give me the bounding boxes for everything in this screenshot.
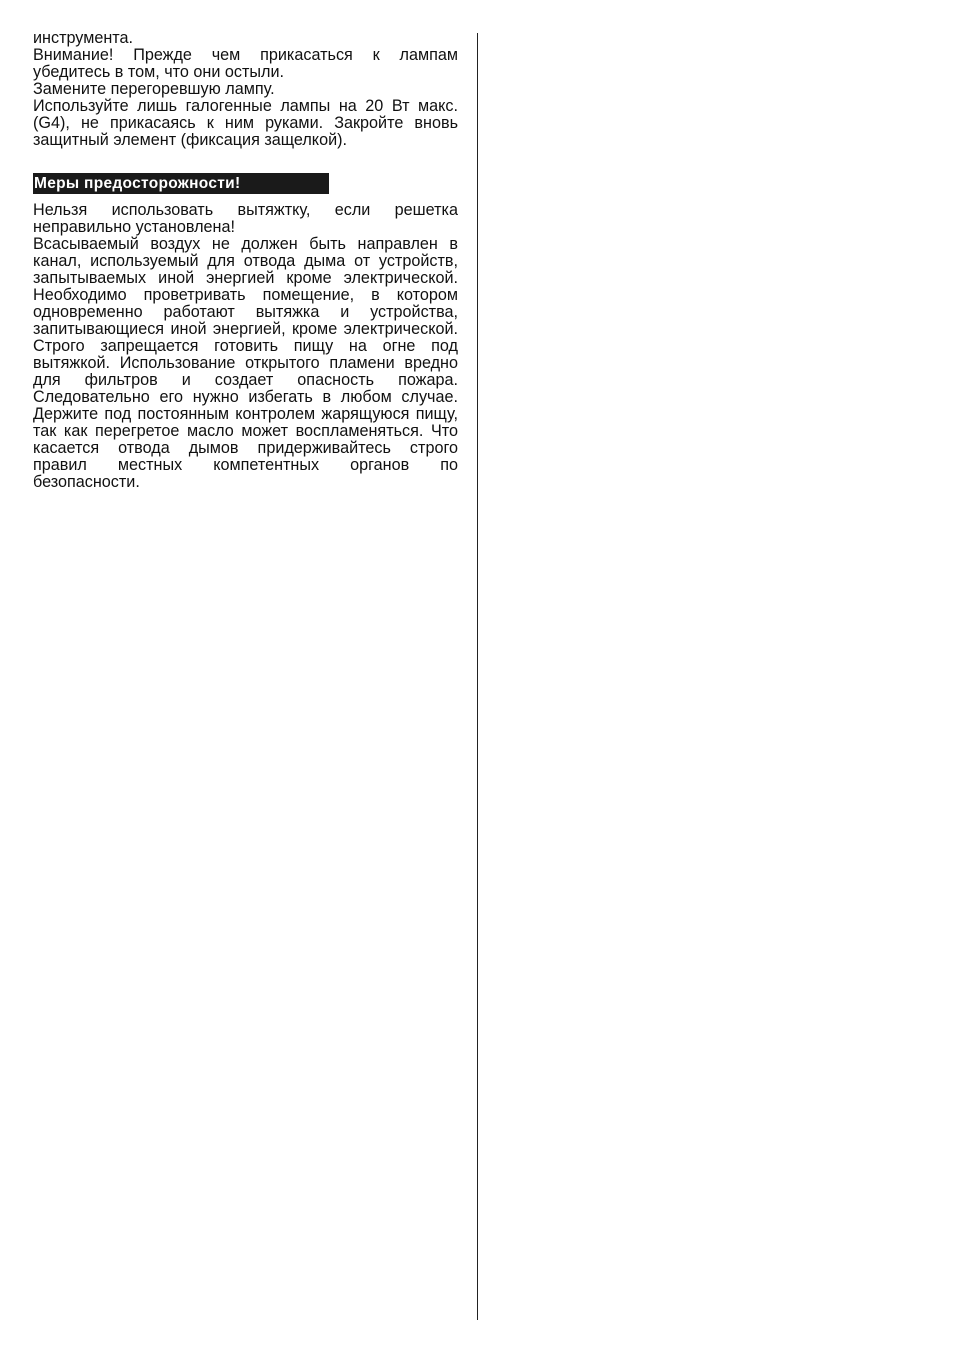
intro-paragraph-1: инструмента.: [33, 29, 134, 47]
intro-paragraph-warning: Внимание! Прежде чем прикасаться к лампам убедитесь в том, что они остыли.: [33, 46, 458, 81]
precautions-heading: Меры предосторожности!: [33, 173, 329, 194]
precautions-paragraph-2: Всасываемый воздух не должен быть направлен в канал, используемый для отвода дыма от устройств, запытываемых иной энергией кроме электрической. Необходимо проветривать помещение, в котором одновременно работают вытяжка и устройства, запитывающиеся иной энергией, кроме электрической. Строго запрещается готовить пищу на огне под вытяжкой. Использование открытого пламени вредно для фильтров и создает опасность пожара. Следовательно его нужно избегать в любом случае. Держите под постоянным контролем жарящуюся пищу, так как перегретое масло может воспламеняться. Что касается отвода дымов придерживайтесь строго правил местных компетентных органов по безопасности.: [33, 235, 458, 491]
intro-paragraph-lamps: Используйте лишь галогенные лампы на 20 Вт макс. (G4), не прикасаясь к ним руками. Закройте вновь защитный элемент (фиксация защелкой).: [33, 97, 458, 149]
left-column: [33, 30, 458, 491]
precautions-paragraph-1: Нельзя использовать вытяжтку, если решетка неправильно установлена!: [33, 201, 458, 236]
intro-paragraph-replace: Замените перегоревшую лампу.: [33, 80, 275, 98]
column-divider: [477, 33, 478, 1320]
